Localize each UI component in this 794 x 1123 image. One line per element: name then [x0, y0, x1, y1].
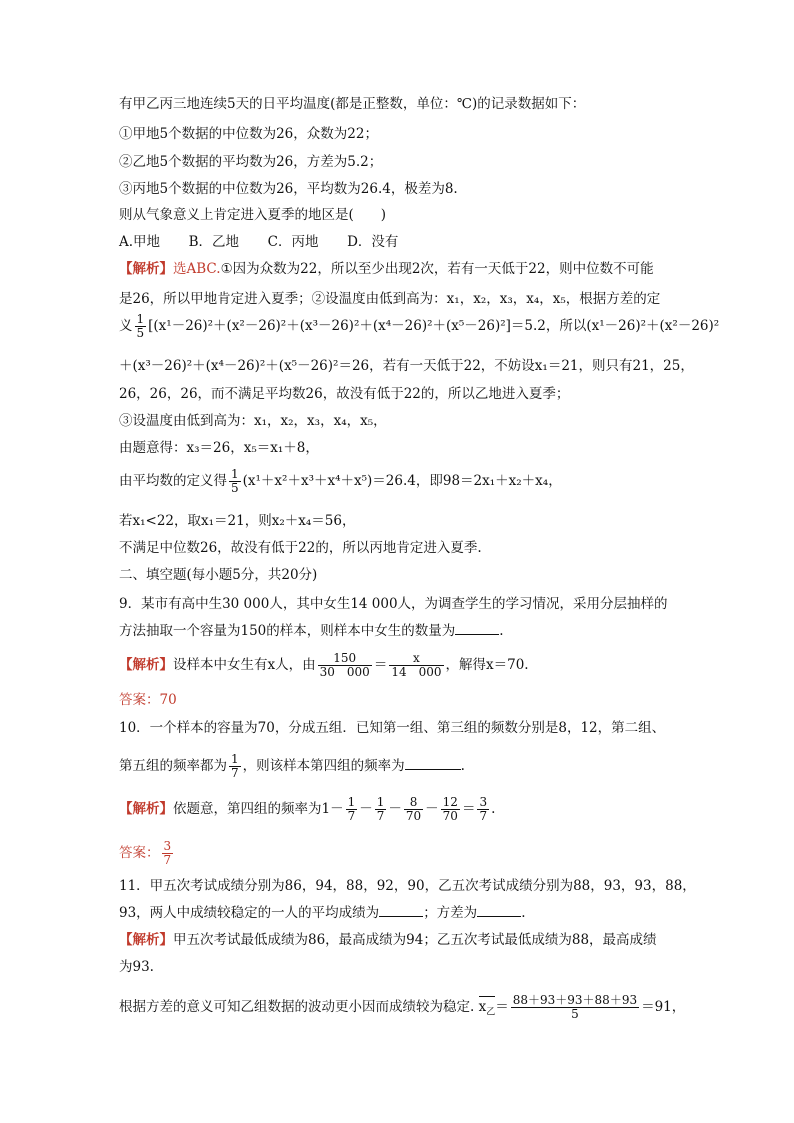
q10-stem-line-2: 第五组的频率都为 $\frac{1}{7}$ ，则该样本第四组的频率为 .: [119, 752, 465, 780]
fraction-150-over-30000: $\frac{150}{30 000}$: [319, 651, 370, 679]
solution-tag: 【解析】: [119, 261, 173, 277]
fraction-term: $\frac{1}{7}$: [347, 795, 356, 823]
q8-solution-line-3: 义 $\frac{1}{5}$ [(x¹－26)²＋(x²－26)²＋(x³－26)²＋(x⁴－26)²＋(x⁵－26)²]＝5.2，所以(x¹－26)²＋(x²－26)²: [119, 312, 720, 340]
q10-solution: 【解析】依题意，第四组的频率为1－ $\frac{1}{7}$ － $\frac{1}{7}$ － $\frac{8}{70}$ － $\frac{12}{70}$ ＝ $\frac{3}{7}$ .: [119, 795, 496, 823]
solution-tag: 【解析】: [119, 657, 173, 673]
fraction-one-seventh: $\frac{1}{7}$: [231, 752, 239, 780]
condition-2: ②乙地5个数据的平均数为26，方差为5.2；: [119, 154, 383, 170]
fraction-one-fifth: $\frac{1}{5}$: [231, 467, 239, 495]
q9-stem-line-2: 方法抽取一个容量为150的样本，则样本中女生的数量为 .: [119, 623, 504, 639]
q8-solution-line-7: 由题意得：x₃＝26，x₅＝x₁＋8，: [119, 440, 319, 456]
answer-fraction: $\frac{3}{7}$: [163, 839, 172, 867]
q8-solution-line-2: 是26，所以甲地肯定进入夏季；②设温度由低到高为：x₁，x₂，x₃，x₄，x₅，根据方差的定: [119, 291, 661, 307]
answer-blank: [405, 757, 461, 770]
q9-solution: 【解析】设样本中女生有x人，由 $\frac{150}{30 000}$ ＝ $\frac{x}{14 000}$ ，解得x＝70.: [119, 651, 529, 679]
q11-stem-line-2: 93，两人中成绩较稳定的一人的平均成绩为 ；方差为 .: [119, 905, 526, 921]
fraction-term: $\frac{1}{7}$: [376, 795, 385, 823]
q10-stem-line-1: 10．一个样本的容量为70，分成五组．已知第一组、第三组的频数分别是8，12，第二组、: [119, 720, 666, 736]
condition-1: ①甲地5个数据的中位数为26，众数为22；: [119, 126, 378, 142]
q8-answer-choice: 选ABC.: [173, 261, 221, 277]
option-b: B．乙地: [188, 234, 240, 250]
mean-symbol: $x_乙$: [479, 997, 496, 1023]
solution-tag: 【解析】: [119, 801, 173, 817]
q9-answer: 答案：70: [119, 692, 177, 708]
fraction-mean: $\frac{88+93+93+88+93}{5}$: [512, 993, 638, 1021]
q8-solution-line-1: 【解析】选ABC.①因为众数为22，所以至少出现2次，若有一天低于22，则中位数不可能: [119, 261, 654, 277]
fraction-result: $\frac{3}{7}$: [479, 795, 488, 823]
q8-solution-line-10: 不满足中位数26，故没有低于22的，所以丙地肯定进入夏季.: [119, 540, 482, 556]
fraction-term: $\frac{8}{70}$: [405, 795, 422, 823]
q8-solution-line-9: 若x₁<22，取x₁＝21，则x₂＋x₄＝56，: [119, 513, 356, 529]
option-d: D．没有: [347, 234, 399, 250]
q11-stem-line-1: 11．甲五次考试成绩分别为86，94，88，92，90，乙五次考试成绩分别为88，93，93，88，: [119, 878, 696, 894]
problem-intro: 有甲乙丙三地连续5天的日平均温度(都是正整数，单位：℃)的记录数据如下：: [119, 96, 586, 112]
q10-answer: 答案： $\frac{3}{7}$: [119, 839, 172, 867]
q11-solution-line-2: 为93.: [119, 959, 154, 975]
q9-stem-line-1: 9．某市有高中生30 000人，其中女生14 000人，为调查学生的学习情况，采用分层抽样的: [119, 596, 668, 612]
option-c: C．丙地: [267, 234, 319, 250]
answer-blank: [455, 622, 499, 635]
q8-solution-line-5: 26，26，26，而不满足平均数26，故没有低于22的，所以乙地进入夏季；: [119, 386, 570, 402]
fraction-term: $\frac{12}{70}$: [442, 795, 458, 823]
option-a: A.甲地: [119, 234, 161, 250]
q8-solution-line-6: ③设温度由低到高为：x₁，x₂，x₃，x₄，x₅，: [119, 413, 387, 429]
options-row: [119, 232, 398, 252]
answer-blank: [477, 904, 521, 917]
solution-tag: 【解析】: [119, 932, 173, 948]
condition-3: ③丙地5个数据的中位数为26，平均数为26.4，极差为8.: [119, 181, 458, 197]
answer-blank: [379, 904, 423, 917]
q11-solution-line-3: 根据方差的意义可知乙组数据的波动更小因而成绩较为稳定. $x_乙=$ $\frac{88+93+93+88+93}{5}$ ＝91，: [119, 993, 686, 1021]
fraction-one-fifth: $\frac{1}{5}$: [136, 312, 145, 340]
fraction-x-over-14000: $\frac{x}{14 000}$: [391, 651, 442, 679]
q8-solution-line-8: 由平均数的定义得 $\frac{1}{5}$ (x¹＋x²＋x³＋x⁴＋x⁵)＝26.4，即98＝2x₁＋x₂＋x₄，: [119, 467, 562, 495]
section-heading: 二、填空题(每小题5分，共20分): [119, 567, 318, 583]
question-stem: 则从气象意义上肯定进入夏季的地区是( ): [119, 207, 387, 223]
q11-solution-line-1: 【解析】甲五次考试最低成绩为86，最高成绩为94；乙五次考试最低成绩为88，最高成绩: [119, 932, 657, 948]
q8-solution-line-4: ＋(x³－26)²＋(x⁴－26)²＋(x⁵－26)²＝26，若有一天低于22，不妨设x₁＝21，则只有21，25，: [119, 358, 694, 374]
